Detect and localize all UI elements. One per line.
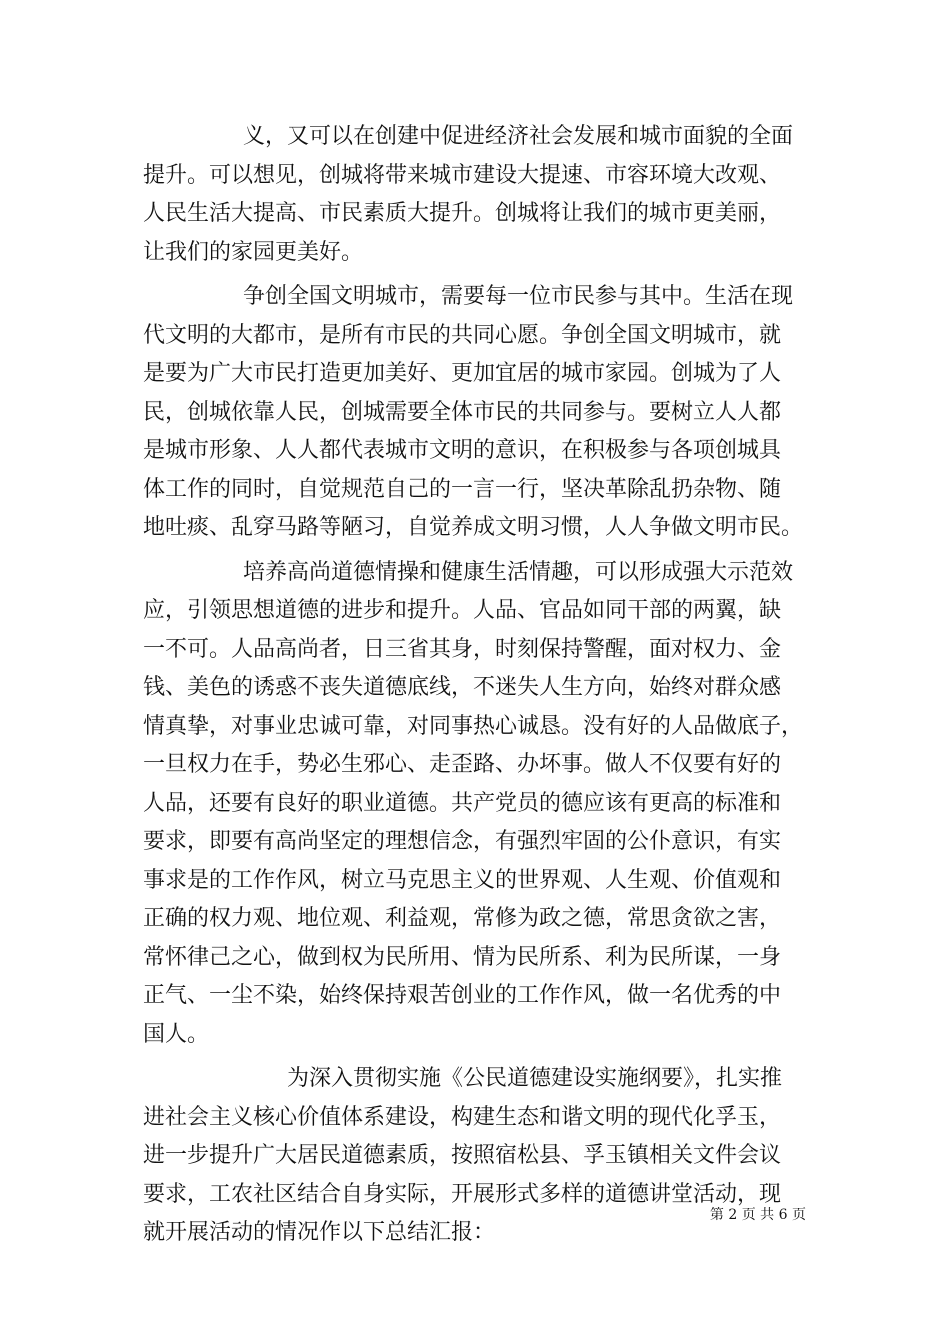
text-line: 争创全国文明城市，需要每一位市民参与其中。生活在现	[243, 284, 794, 309]
paragraph	[143, 554, 811, 1055]
text-line: 就开展活动的情况作以下总结汇报：	[143, 1220, 496, 1245]
text-line: 应，引领思想道德的进步和提升。人品、官品如同干部的两翼，缺	[143, 598, 782, 623]
text-line: 体工作的同时，自觉规范自己的一言一行，坚决革除乱扔杂物、随	[143, 476, 782, 502]
text-line: 进一步提升广大居民道德素质，按照宿松县、孚玉镇相关文件会议	[143, 1143, 782, 1168]
text-line: 人品，还要有良好的职业道德。共产党员的德应该有更高的标准和	[143, 790, 782, 816]
text-line: 要求，即要有高尚坚定的理想信念，有强烈牢固的公仆意识，有实	[143, 829, 782, 854]
text-line: 钱、美色的诱惑不丧失道德底线，不迷失人生方向，始终对群众感	[143, 675, 782, 700]
text-line: 常怀律己之心，做到权为民所用、情为民所系、利为民所谋，一身	[143, 944, 782, 970]
text-line: 一不可。人品高尚者，日三省其身，时刻保持警醒，面对权力、金	[143, 636, 782, 662]
text-line: 进社会主义核心价值体系建设，构建生态和谐文明的现代化孚玉，	[143, 1104, 782, 1130]
text-line: 是城市形象、人人都代表城市文明的意识，在积极参与各项创城具	[143, 438, 782, 463]
text-line: 义，又可以在创建中促进经济社会发展和城市面貌的全面	[243, 124, 794, 149]
document-body	[143, 118, 811, 1253]
text-line: 要求，工农社区结合自身实际，开展形式多样的道德讲堂活动，现	[143, 1181, 782, 1207]
text-line: 事求是的工作作风，树立马克思主义的世界观、人生观、价值观和	[143, 867, 782, 893]
text-line: 培养高尚道德情操和健康生活情趣，可以形成强大示范效	[243, 559, 794, 585]
paragraph	[143, 278, 811, 548]
text-line: 正气、一尘不染，始终保持艰苦创业的工作作风，做一名优秀的中	[143, 983, 782, 1008]
text-line: 是要为广大市民打造更加美好、更加宜居的城市家园。创城为了人	[143, 361, 782, 386]
text-line: 国人。	[143, 1021, 210, 1047]
text-line: 民，创城依靠人民，创城需要全体市民的共同参与。要树立人人都	[143, 399, 782, 425]
text-line: 情真挚，对事业忠诚可靠，对同事热心诚恳。没有好的人品做底子，	[143, 713, 804, 739]
text-line: 地吐痰、乱穿马路等陋习，自觉养成文明习惯，人人争做文明市民。	[143, 515, 804, 540]
text-line: 让我们的家园更美好。	[143, 239, 364, 265]
text-line: 代文明的大都市，是所有市民的共同心愿。争创全国文明城市，就	[143, 322, 782, 348]
text-line: 一旦权力在手，势必生邪心、走歪路、办坏事。做人不仅要有好的	[143, 752, 782, 777]
text-line: 提升。可以想见，创城将带来城市建设大提速、市容环境大改观、	[143, 162, 782, 188]
text-line: 人民生活大提高、市民素质大提升。创城将让我们的城市更美丽，	[143, 201, 782, 226]
page-number-footer: 第 2 页 共 6 页	[709, 1207, 806, 1223]
text-line: 正确的权力观、地位观、利益观，常修为政之德，常思贪欲之害，	[143, 906, 782, 931]
paragraph	[143, 118, 811, 272]
text-line: 为深入贯彻实施《公民道德建设实施纲要》，扎实推	[287, 1066, 783, 1091]
